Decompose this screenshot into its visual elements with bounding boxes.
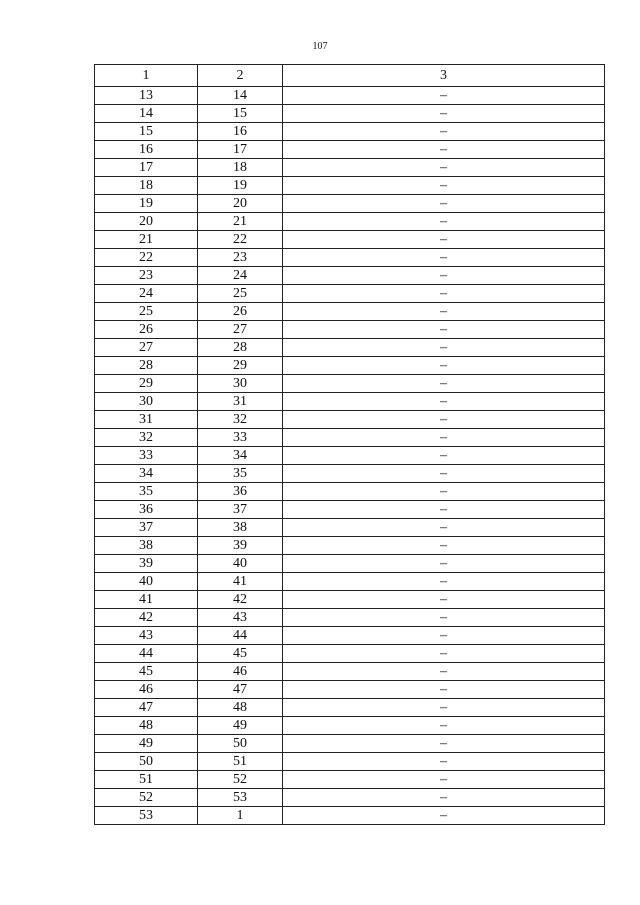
table-cell-col-1: 23 xyxy=(95,267,198,285)
table-cell-col-2: 16 xyxy=(198,123,283,141)
table-cell-col-3: – xyxy=(283,519,605,537)
table-cell-col-1: 19 xyxy=(95,195,198,213)
table-row xyxy=(95,393,605,411)
table-row xyxy=(95,267,605,285)
table-row xyxy=(95,321,605,339)
table-cell-col-1: 44 xyxy=(95,645,198,663)
table-row xyxy=(95,357,605,375)
table-cell-col-1: 27 xyxy=(95,339,198,357)
table-cell-col-3: – xyxy=(283,249,605,267)
table-cell-col-3: – xyxy=(283,627,605,645)
table-cell-col-3: – xyxy=(283,483,605,501)
table-row xyxy=(95,177,605,195)
table-cell-col-2: 41 xyxy=(198,573,283,591)
data-table xyxy=(94,64,605,825)
table-cell-col-1: 29 xyxy=(95,375,198,393)
table-cell-col-1: 15 xyxy=(95,123,198,141)
table-cell-col-3: – xyxy=(283,105,605,123)
table-cell-col-1: 35 xyxy=(95,483,198,501)
table-cell-col-3: – xyxy=(283,357,605,375)
table-row xyxy=(95,753,605,771)
table-cell-col-1: 24 xyxy=(95,285,198,303)
table-cell-col-2: 35 xyxy=(198,465,283,483)
table-cell-col-2: 37 xyxy=(198,501,283,519)
table-cell-col-1: 39 xyxy=(95,555,198,573)
table-header xyxy=(95,65,605,87)
table-cell-col-2: 53 xyxy=(198,789,283,807)
table-row xyxy=(95,141,605,159)
table-row xyxy=(95,375,605,393)
table-cell-col-1: 14 xyxy=(95,105,198,123)
table-cell-col-1: 48 xyxy=(95,717,198,735)
table-cell-col-3: – xyxy=(283,213,605,231)
table-cell-col-3: – xyxy=(283,159,605,177)
table-cell-col-2: 50 xyxy=(198,735,283,753)
table-row xyxy=(95,519,605,537)
table-cell-col-1: 31 xyxy=(95,411,198,429)
table-row xyxy=(95,123,605,141)
table-cell-col-2: 45 xyxy=(198,645,283,663)
table-row xyxy=(95,681,605,699)
table-row xyxy=(95,663,605,681)
table-cell-col-1: 25 xyxy=(95,303,198,321)
table-cell-col-2: 29 xyxy=(198,357,283,375)
table-cell-col-2: 1 xyxy=(198,807,283,825)
table-cell-col-3: – xyxy=(283,303,605,321)
table-row xyxy=(95,285,605,303)
table-cell-col-1: 16 xyxy=(95,141,198,159)
table-cell-col-3: – xyxy=(283,501,605,519)
table-cell-col-1: 42 xyxy=(95,609,198,627)
table-row xyxy=(95,591,605,609)
table-row xyxy=(95,573,605,591)
table-cell-col-2: 18 xyxy=(198,159,283,177)
table-cell-col-3: – xyxy=(283,375,605,393)
table-cell-col-3: – xyxy=(283,555,605,573)
table-row xyxy=(95,735,605,753)
table-cell-col-2: 25 xyxy=(198,285,283,303)
table-cell-col-2: 19 xyxy=(198,177,283,195)
table-row xyxy=(95,465,605,483)
table-cell-col-3: – xyxy=(283,411,605,429)
table-row xyxy=(95,159,605,177)
table-row xyxy=(95,483,605,501)
table-cell-col-2: 30 xyxy=(198,375,283,393)
table-row xyxy=(95,213,605,231)
table-header-row xyxy=(95,65,605,87)
table-cell-col-3: – xyxy=(283,573,605,591)
table-row xyxy=(95,771,605,789)
table-cell-col-3: – xyxy=(283,123,605,141)
table-cell-col-1: 47 xyxy=(95,699,198,717)
table-cell-col-3: – xyxy=(283,465,605,483)
table-row xyxy=(95,429,605,447)
table-cell-col-2: 22 xyxy=(198,231,283,249)
table-row xyxy=(95,717,605,735)
table-cell-col-1: 43 xyxy=(95,627,198,645)
table-cell-col-2: 14 xyxy=(198,87,283,105)
table-row xyxy=(95,627,605,645)
table-cell-col-1: 50 xyxy=(95,753,198,771)
table-cell-col-2: 44 xyxy=(198,627,283,645)
table-cell-col-3: – xyxy=(283,285,605,303)
table-cell-col-1: 21 xyxy=(95,231,198,249)
table-row xyxy=(95,105,605,123)
table-cell-col-2: 42 xyxy=(198,591,283,609)
table-row xyxy=(95,537,605,555)
table-cell-col-3: – xyxy=(283,141,605,159)
table-cell-col-1: 28 xyxy=(95,357,198,375)
column-header-1: 1 xyxy=(95,65,198,87)
table-cell-col-3: – xyxy=(283,321,605,339)
table-cell-col-3: – xyxy=(283,609,605,627)
table-cell-col-1: 26 xyxy=(95,321,198,339)
column-header-3: 3 xyxy=(283,65,605,87)
table-cell-col-2: 46 xyxy=(198,663,283,681)
table-cell-col-2: 20 xyxy=(198,195,283,213)
table-cell-col-2: 34 xyxy=(198,447,283,465)
table-cell-col-2: 51 xyxy=(198,753,283,771)
table-cell-col-1: 45 xyxy=(95,663,198,681)
table-cell-col-2: 47 xyxy=(198,681,283,699)
table-cell-col-3: – xyxy=(283,231,605,249)
table-cell-col-2: 38 xyxy=(198,519,283,537)
table-cell-col-1: 18 xyxy=(95,177,198,195)
table-cell-col-1: 17 xyxy=(95,159,198,177)
table-cell-col-3: – xyxy=(283,645,605,663)
table-row xyxy=(95,249,605,267)
table-cell-col-1: 34 xyxy=(95,465,198,483)
table-cell-col-2: 32 xyxy=(198,411,283,429)
table-cell-col-1: 49 xyxy=(95,735,198,753)
table-cell-col-2: 21 xyxy=(198,213,283,231)
table-cell-col-1: 32 xyxy=(95,429,198,447)
table-row xyxy=(95,609,605,627)
table-cell-col-3: – xyxy=(283,339,605,357)
table-cell-col-1: 13 xyxy=(95,87,198,105)
table-cell-col-1: 53 xyxy=(95,807,198,825)
table-row xyxy=(95,87,605,105)
table-cell-col-2: 24 xyxy=(198,267,283,285)
table-row xyxy=(95,789,605,807)
table-cell-col-2: 33 xyxy=(198,429,283,447)
table-cell-col-2: 26 xyxy=(198,303,283,321)
table-row xyxy=(95,645,605,663)
page-number: 107 xyxy=(312,41,328,52)
table-cell-col-3: – xyxy=(283,267,605,285)
column-header-2: 2 xyxy=(198,65,283,87)
table-cell-col-2: 31 xyxy=(198,393,283,411)
table-cell-col-1: 36 xyxy=(95,501,198,519)
table-row xyxy=(95,195,605,213)
table-cell-col-2: 28 xyxy=(198,339,283,357)
table-cell-col-3: – xyxy=(283,195,605,213)
table-cell-col-1: 30 xyxy=(95,393,198,411)
table-cell-col-2: 27 xyxy=(198,321,283,339)
table-cell-col-1: 22 xyxy=(95,249,198,267)
table-cell-col-1: 40 xyxy=(95,573,198,591)
table-cell-col-3: – xyxy=(283,681,605,699)
table-cell-col-3: – xyxy=(283,87,605,105)
table-cell-col-2: 43 xyxy=(198,609,283,627)
table-cell-col-3: – xyxy=(283,591,605,609)
table-cell-col-3: – xyxy=(283,447,605,465)
table-cell-col-1: 20 xyxy=(95,213,198,231)
table-cell-col-2: 23 xyxy=(198,249,283,267)
table-cell-col-3: – xyxy=(283,807,605,825)
table-row xyxy=(95,303,605,321)
table-row xyxy=(95,231,605,249)
table-cell-col-2: 36 xyxy=(198,483,283,501)
table-cell-col-2: 48 xyxy=(198,699,283,717)
table-cell-col-1: 37 xyxy=(95,519,198,537)
table-row xyxy=(95,447,605,465)
table-row xyxy=(95,807,605,825)
table-row xyxy=(95,501,605,519)
table-cell-col-3: – xyxy=(283,771,605,789)
table-cell-col-1: 38 xyxy=(95,537,198,555)
table-cell-col-2: 52 xyxy=(198,771,283,789)
table-cell-col-3: – xyxy=(283,177,605,195)
table-body xyxy=(95,87,605,825)
table-cell-col-3: – xyxy=(283,663,605,681)
table-cell-col-1: 33 xyxy=(95,447,198,465)
table-cell-col-2: 39 xyxy=(198,537,283,555)
table-cell-col-3: – xyxy=(283,753,605,771)
table-cell-col-1: 46 xyxy=(95,681,198,699)
table-cell-col-3: – xyxy=(283,429,605,447)
table-cell-col-3: – xyxy=(283,717,605,735)
table-cell-col-3: – xyxy=(283,699,605,717)
table-row xyxy=(95,699,605,717)
table-cell-col-3: – xyxy=(283,789,605,807)
table-cell-col-2: 40 xyxy=(198,555,283,573)
table-cell-col-1: 52 xyxy=(95,789,198,807)
table-cell-col-2: 49 xyxy=(198,717,283,735)
table-cell-col-1: 41 xyxy=(95,591,198,609)
table-row xyxy=(95,411,605,429)
table-cell-col-3: – xyxy=(283,735,605,753)
table-cell-col-2: 15 xyxy=(198,105,283,123)
table-cell-col-3: – xyxy=(283,537,605,555)
table-row xyxy=(95,339,605,357)
table-cell-col-1: 51 xyxy=(95,771,198,789)
table-row xyxy=(95,555,605,573)
table-cell-col-2: 17 xyxy=(198,141,283,159)
table-cell-col-3: – xyxy=(283,393,605,411)
